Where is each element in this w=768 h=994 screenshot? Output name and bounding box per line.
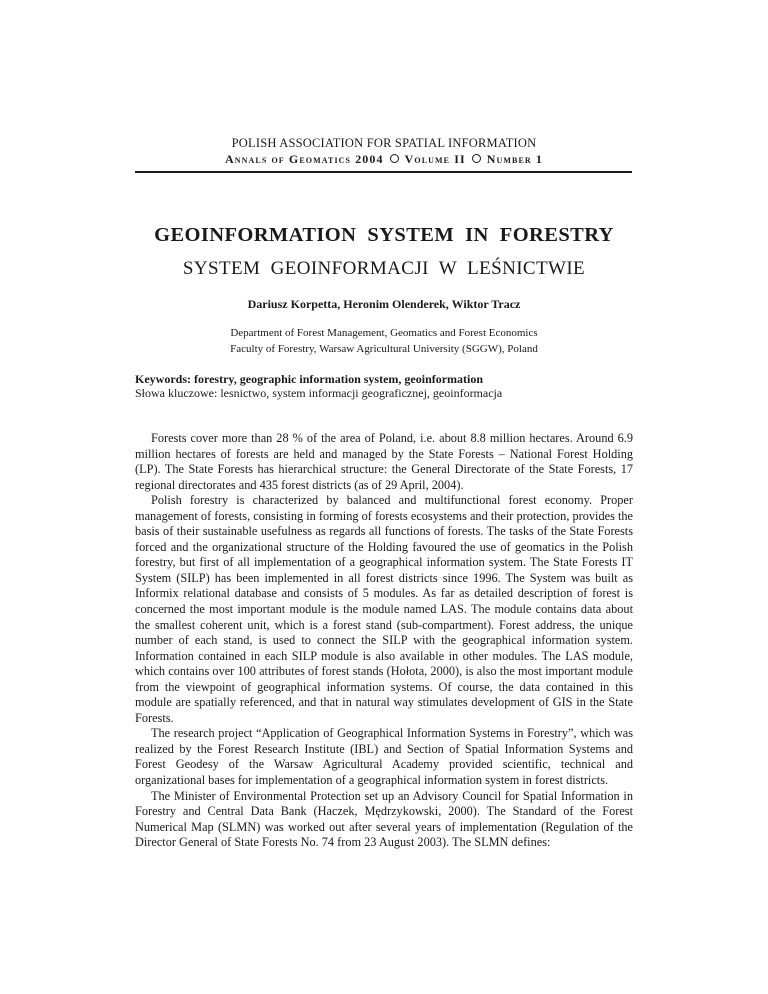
keywords-polish: Słowa kluczowe: lesnictwo, system informacji geograficznej, geoinformacja	[135, 386, 503, 400]
affiliation-department: Department of Forest Management, Geomatics and Forest Economics	[230, 327, 538, 339]
paragraph: Polish forestry is characterized by balanced and multifunctional forest economy. Proper management of forests, consisting in forming of forests ecosystems and their protection, provides the basis of their sustainable usefulness as regards all functions of forests. The tasks of the State Forests forced and the organizational structure of the Holding favoured the use of geomatics in the Polish forestry, but first of all implementation of a geographical information system. The State Forests IT System (SILP) has been implemented in all forest districts since 1996. The System was built as Informix relational database and consists of 5 modules. As far as detailed description of forest is concerned the most important module is the module named LAS. The module contains data about the smallest coherent unit, which is a forest stand (sub-compartment). Forest address, the unique number of each stand, is used to connect the SILP with the geographical information system. Information contained in each SILP module is also available in other modules. The LAS module, which contains over 100 attributes of forest stands (Hołota, 2000), is also the most important module from the viewpoint of geographical information systems. Of course, the data contained in this module are spatially referenced, and that in natural way stimulates development of GIS in the State Forests.	[135, 493, 633, 725]
header-rule	[135, 171, 632, 173]
circle-separator-icon	[472, 154, 481, 163]
affiliation	[0, 325, 768, 357]
paragraph: Forests cover more than 28 % of the area of Poland, i.e. about 8.8 million hectares. Around 6.9 million hectares of forests are held and managed by the State Forests – National Forest Holding (LP). The State Forests has hierarchical structure: the General Directorate of the State Forests, 17 regional directorates and 435 forest districts (as of 29 April, 2004).	[135, 431, 633, 492]
paper-title-polish: SYSTEM GEOINFORMACJI W LEŚNICTWIE	[182, 258, 586, 279]
paragraph: The Minister of Environmental Protection set up an Advisory Council for Spatial Information in Forestry and Central Data Bank (Haczek, Mędrzykowski, 2000). The Standard of the Forest Numerical Map (SLMN) was worked out after several years of implementation (Regulation of the Director General of State Forests No. 74 from 23 August 2003). The SLMN defines:	[135, 788, 633, 850]
association-name: POLISH ASSOCIATION FOR SPATIAL INFORMATION	[231, 136, 537, 150]
affiliation-faculty: Faculty of Forestry, Warsaw Agricultural University (SGGW), Poland	[230, 343, 538, 355]
paper-title-english: GEOINFORMATION SYSTEM IN FORESTRY	[154, 224, 614, 246]
body-text	[135, 431, 633, 851]
journal-line	[0, 152, 768, 167]
circle-separator-icon	[390, 154, 399, 163]
number-label: Number 1	[486, 152, 543, 166]
keywords-english: Keywords: forestry, geographic information system, geoinformation	[135, 372, 484, 386]
paragraph: The research project “Application of Geographical Information Systems in Forestry”, which was realized by the Forest Research Institute (IBL) and Section of Spatial Information Systems and Forest Geodesy of the Warsaw Agricultural Academy provided scientific, technical and organizational bases for implementation of a geographical information system in forest districts.	[135, 726, 633, 788]
journal-title: Annals of Geomatics 2004	[225, 152, 384, 166]
volume-label: Volume II	[404, 152, 466, 166]
author-list: Dariusz Korpetta, Heronim Olenderek, Wiktor Tracz	[247, 297, 521, 311]
keywords-block	[135, 372, 635, 400]
